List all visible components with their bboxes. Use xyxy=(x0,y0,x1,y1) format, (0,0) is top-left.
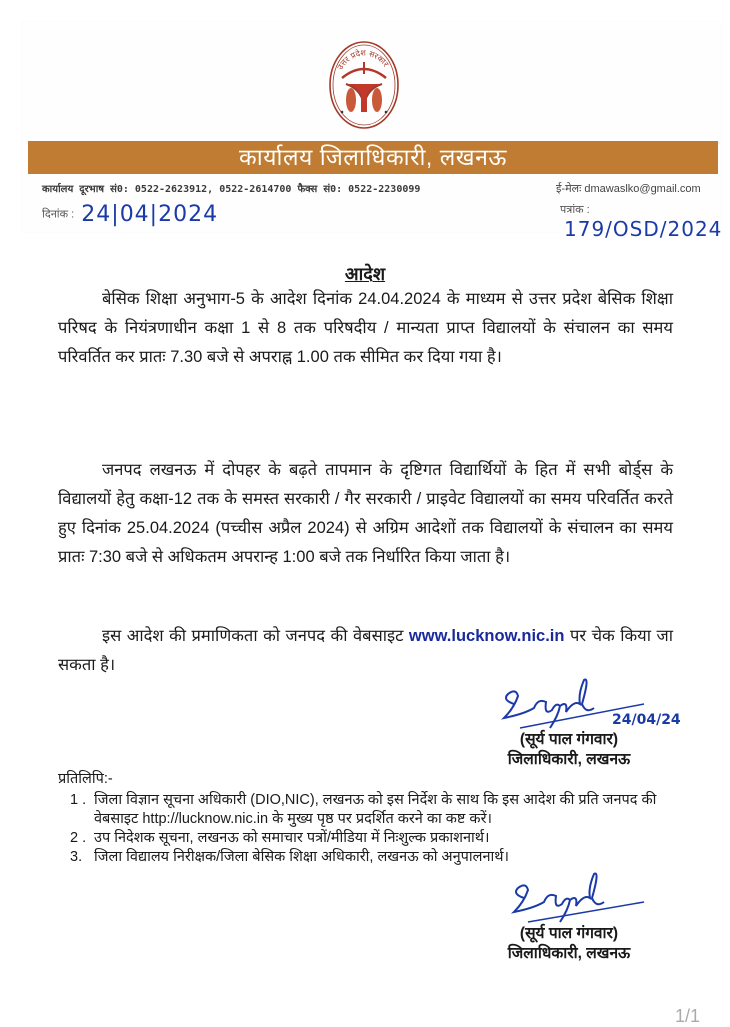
office-title-banner xyxy=(28,141,718,174)
copy-to-item: 3. जिला विद्यालय निरीक्षक/जिला बेसिक शिक्षा अधिकारी, लखनऊ को अनुपालनार्थ। xyxy=(70,849,510,865)
date-label: दिनांक : xyxy=(42,208,75,221)
handwritten-reference-number: 179/OSD/2024 xyxy=(564,217,723,241)
signatory-designation: जिलाधिकारी, लखनऊ xyxy=(507,945,631,962)
order-title: आदेश xyxy=(344,264,386,284)
date-row xyxy=(42,202,218,227)
signature-block-2 xyxy=(494,868,644,964)
copy-to-heading: प्रतिलिपि:- xyxy=(58,771,113,787)
page-indicator: 1/1 xyxy=(675,1006,701,1026)
reference-row xyxy=(560,202,730,241)
order-paragraph-2: जनपद लखनऊ में दोपहर के बढ़ते तापमान के दृष्टिगत विद्यार्थियों के हित में सभी बोर्ड्स के विद्यालयों हेतु कक्षा-12 तक के समस्त सरकारी / गैर सरकारी / प्राइवेट विद्यालयों का समय परिवर्तित करते हुए दिनांक 25.04.2024 (पच्चीस अप्रैल 2024) से अग्रिम आदेशों तक विद्यालयों के संचालन का समय प्रातः 7:30 बजे से अधिकतम अपरान्ह 1:00 बजे तक निर्धारित किया जाता है। xyxy=(58,461,673,566)
website-link[interactable]: www.lucknow.nic.in xyxy=(408,627,565,645)
signature-date: 24/04/24 xyxy=(612,712,681,728)
office-email: ई-मेलः dmawaslko@gmail.com xyxy=(556,183,701,195)
signature-icon xyxy=(494,674,684,736)
reference-label: पत्रांक : xyxy=(560,204,590,216)
handwritten-date: 24|04|2024 xyxy=(81,202,219,227)
office-phone-fax: कार्यालय दूरभाष सं0: 0522-2623912, 0522-2614700 फैक्स सं0: 0522-2230099 xyxy=(42,184,421,195)
signatory-name: (सूर्य पाल गंगवार) xyxy=(519,925,619,942)
signature-block-1 xyxy=(494,674,681,770)
up-government-emblem-icon xyxy=(328,40,400,130)
copy-to-item: 2 . उप निदेशक सूचना, लखनऊ को समाचार पत्रों/मीडिया में निःशुल्क प्रकाशनार्थ। xyxy=(70,830,490,846)
signature-icon xyxy=(494,868,684,930)
order-paragraph-1: बेसिक शिक्षा अनुभाग-5 के आदेश दिनांक 24.04.2024 के माध्यम से उत्तर प्रदेश बेसिक शिक्षा परिषद के नियंत्रणाधीन कक्षा 1 से 8 तक परिषदीय / मान्यता प्राप्त विद्यालयों के संचालन का समय परिवर्तित कर प्रातः 7.30 बजे से अपराह्न 1.00 तक सीमित कर दिया गया है। xyxy=(58,290,673,366)
verification-paragraph: इस आदेश की प्रमाणिकता को जनपद की वेबसाइट www.lucknow.nic.in पर चेक किया जा सकता है। xyxy=(58,627,674,674)
copy-to-section xyxy=(58,770,698,867)
office-title: कार्यालय जिलाधिकारी, लखनऊ xyxy=(239,144,507,170)
copy-to-item: 1 . जिला विज्ञान सूचना अधिकारी (DIO,NIC), लखनऊ को इस निर्देश के साथ कि इस आदेश की प्रति जनपद की वेबसाइट http://lucknow.nic.in के मुख्य पृष्ठ पर प्रदर्शित करने का कष्ट करें। xyxy=(70,792,657,827)
svg-text:उत्तर प्रदेश सरकार: उत्तर प्रदेश सरकार xyxy=(335,48,391,72)
signatory-name: (सूर्य पाल गंगवार) xyxy=(519,731,619,748)
signatory-designation: जिलाधिकारी, लखनऊ xyxy=(507,751,631,768)
